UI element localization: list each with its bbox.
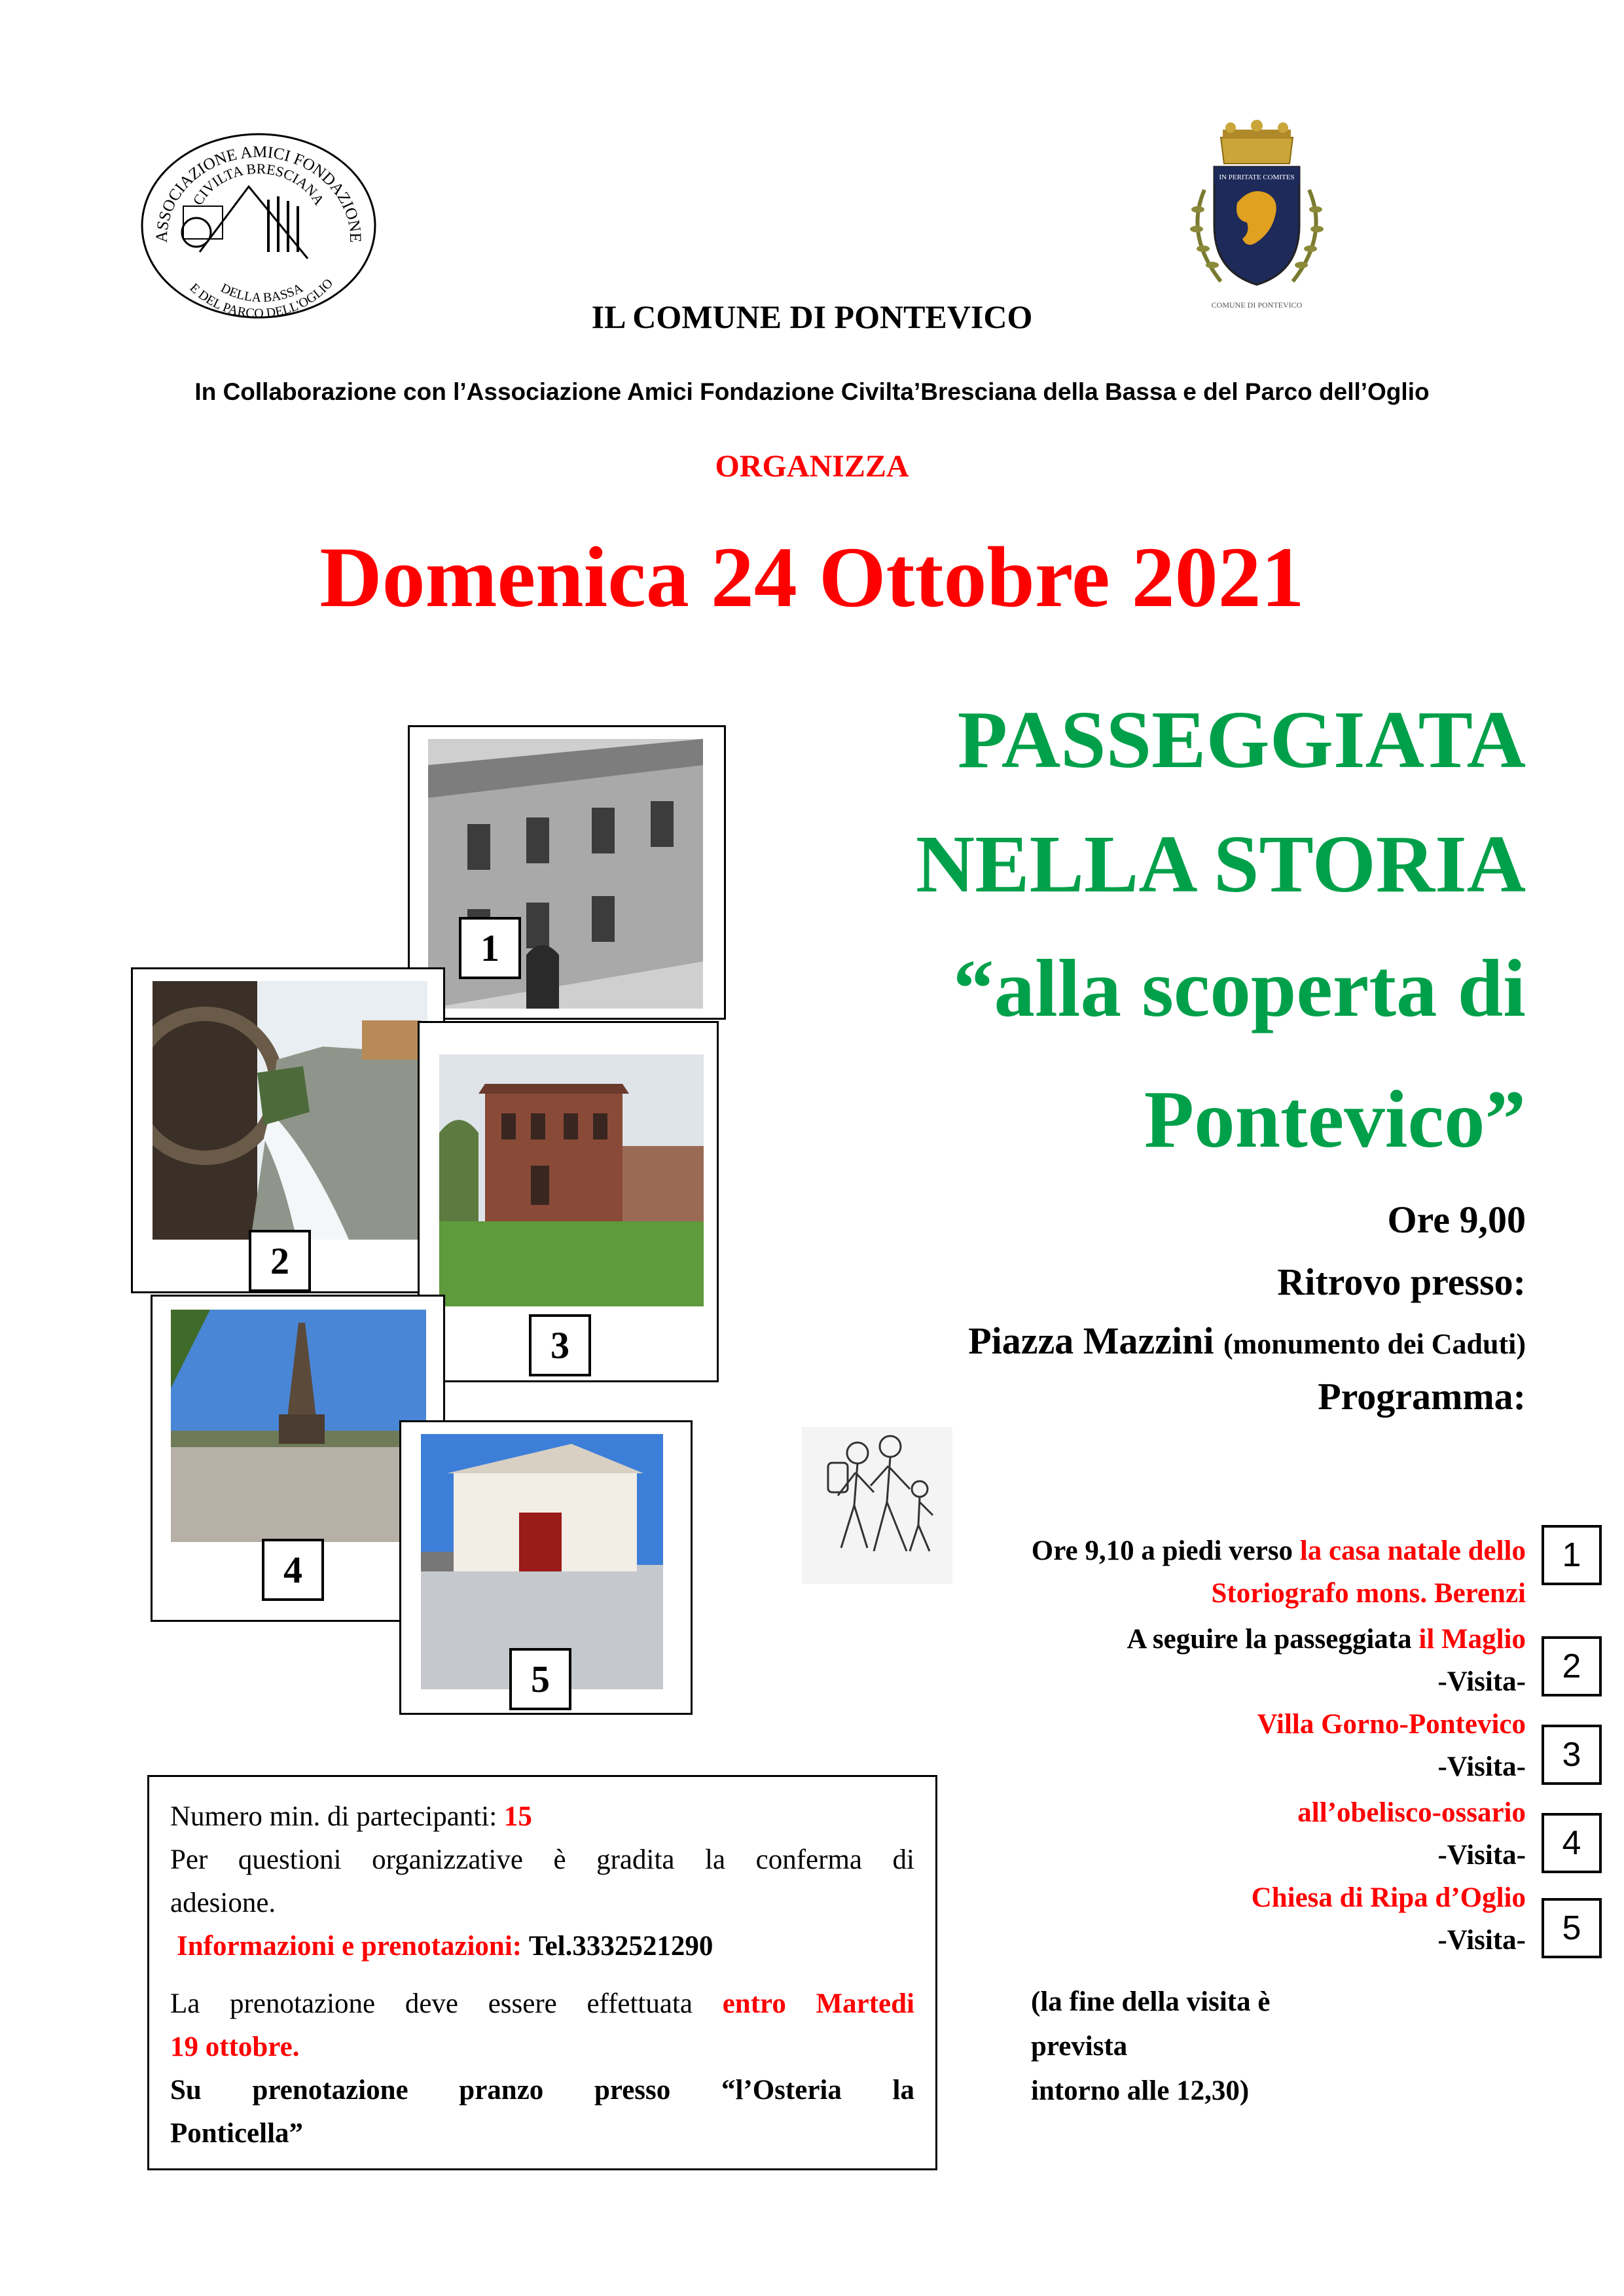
svg-text:E DEL PARCO DELL'OGLIO: E DEL PARCO DELL'OGLIO bbox=[187, 276, 336, 321]
photo-5 bbox=[399, 1420, 693, 1715]
info-label: Informazioni e prenotazioni: bbox=[177, 1931, 522, 1962]
photo-number-3: 3 bbox=[529, 1314, 591, 1376]
water-mill-photo bbox=[153, 981, 427, 1240]
organizza-label: ORGANIZZA bbox=[715, 449, 909, 484]
program-visita-3: -Visita- bbox=[1437, 1840, 1526, 1871]
program-step-5-destination: Chiesa di Ripa d’Oglio bbox=[1251, 1882, 1526, 1913]
program-step-1 bbox=[1032, 1535, 1526, 1567]
step-number-5: 5 bbox=[1542, 1898, 1602, 1958]
meeting-place-name: Piazza Mazzini bbox=[968, 1319, 1214, 1362]
meeting-point-label: Ritrovo presso: bbox=[1277, 1261, 1526, 1303]
step-number-1: 1 bbox=[1542, 1525, 1602, 1585]
svg-text:IN PERITATE COMITES: IN PERITATE COMITES bbox=[1219, 173, 1295, 181]
confirmation-text-2: adesione. bbox=[170, 1888, 276, 1918]
title-line-3: “alla scoperta di bbox=[953, 944, 1526, 1034]
photo-number-2: 2 bbox=[249, 1230, 311, 1292]
svg-text:ASSOCIAZIONE AMICI FONDAZIONE: ASSOCIAZIONE AMICI FONDAZIONE bbox=[153, 143, 365, 243]
event-date: Domenica 24 Ottobre 2021 bbox=[319, 529, 1305, 625]
lunch-note: Su prenotazione pranzo presso “l’Osteria la bbox=[170, 2075, 914, 2106]
red-brick-villa-photo bbox=[439, 1054, 704, 1306]
booking-deadline-date-2: 19 ottobre. bbox=[170, 2032, 300, 2062]
obelisk-ossuary-photo bbox=[171, 1310, 426, 1542]
svg-text:CIVILTA BRESCIANA: CIVILTA BRESCIANA bbox=[189, 160, 328, 208]
title-line-2: NELLA STORIA bbox=[915, 819, 1526, 910]
info-box bbox=[147, 1775, 937, 2170]
program-step-2-text: A seguire la passeggiata bbox=[1127, 1624, 1419, 1655]
step-number-4: 4 bbox=[1542, 1813, 1602, 1873]
municipal-crest bbox=[1159, 111, 1355, 327]
min-participants-value: 15 bbox=[503, 1801, 532, 1832]
program-label: Programma: bbox=[1318, 1375, 1526, 1418]
end-note-line-1: (la fine della visita è prevista bbox=[1031, 1986, 1271, 2062]
phone-number: Tel.3332521290 bbox=[528, 1931, 713, 1962]
comune-title: IL COMUNE DI PONTEVICO bbox=[591, 298, 1033, 335]
meeting-place bbox=[968, 1319, 1526, 1363]
end-note bbox=[1031, 1980, 1371, 2113]
info-contact bbox=[170, 1925, 914, 1968]
program-visita-4: -Visita- bbox=[1437, 1925, 1526, 1956]
booking-deadline-date: entro Martedi bbox=[722, 1988, 914, 2019]
program-visita-1: -Visita- bbox=[1437, 1666, 1526, 1697]
program-step-4-destination: all’obelisco-ossario bbox=[1297, 1797, 1526, 1828]
hikers-icon bbox=[802, 1427, 952, 1584]
program-step-1-destination-2: Storiografo mons. Berenzi bbox=[1211, 1578, 1526, 1609]
meeting-time: Ore 9,00 bbox=[1387, 1198, 1526, 1241]
end-note-line-2: intorno alle 12,30) bbox=[1031, 2075, 1250, 2106]
photo-number-5: 5 bbox=[509, 1648, 571, 1710]
photo-number-4: 4 bbox=[262, 1539, 324, 1601]
program-step-1-destination: la casa natale dello bbox=[1299, 1535, 1526, 1566]
photo-1 bbox=[408, 725, 726, 1020]
confirmation-text: Per questioni organizzative è gradita la conferma di bbox=[170, 1844, 914, 1875]
program-step-3-destination: Villa Gorno-Pontevico bbox=[1257, 1709, 1526, 1740]
booking-deadline bbox=[170, 1982, 914, 2026]
booking-text: La prenotazione deve essere effettuata bbox=[170, 1988, 723, 2019]
collaboration-line: In Collaborazione con l’Associazione Amici Fondazione Civilta’Bresciana della Bassa e del Parco dell’Oglio bbox=[194, 378, 1430, 405]
program-step-1-text: Ore 9,10 a piedi verso bbox=[1031, 1535, 1300, 1566]
svg-text:COMUNE DI PONTEVICO: COMUNE DI PONTEVICO bbox=[1211, 300, 1303, 310]
program-step-2-destination: il Maglio bbox=[1418, 1624, 1526, 1655]
min-participants bbox=[170, 1795, 914, 1839]
photo-2 bbox=[131, 967, 445, 1293]
program-step-2 bbox=[1127, 1623, 1526, 1655]
step-number-3: 3 bbox=[1542, 1725, 1602, 1785]
program-visita-2: -Visita- bbox=[1437, 1751, 1526, 1782]
photo-3 bbox=[418, 1021, 719, 1382]
meeting-place-note: (monumento dei Caduti) bbox=[1223, 1328, 1526, 1360]
lunch-note-2: Ponticella” bbox=[170, 2118, 304, 2149]
photo-number-1: 1 bbox=[459, 917, 521, 979]
step-number-2: 2 bbox=[1542, 1636, 1602, 1696]
title-line-1: PASSEGGIATA bbox=[957, 695, 1526, 785]
association-logo bbox=[137, 128, 380, 324]
title-line-4: Pontevico” bbox=[1144, 1075, 1526, 1165]
min-participants-label: Numero min. di partecipanti: bbox=[170, 1801, 504, 1832]
svg-text:DELLA BASSA: DELLA BASSA bbox=[218, 281, 306, 306]
